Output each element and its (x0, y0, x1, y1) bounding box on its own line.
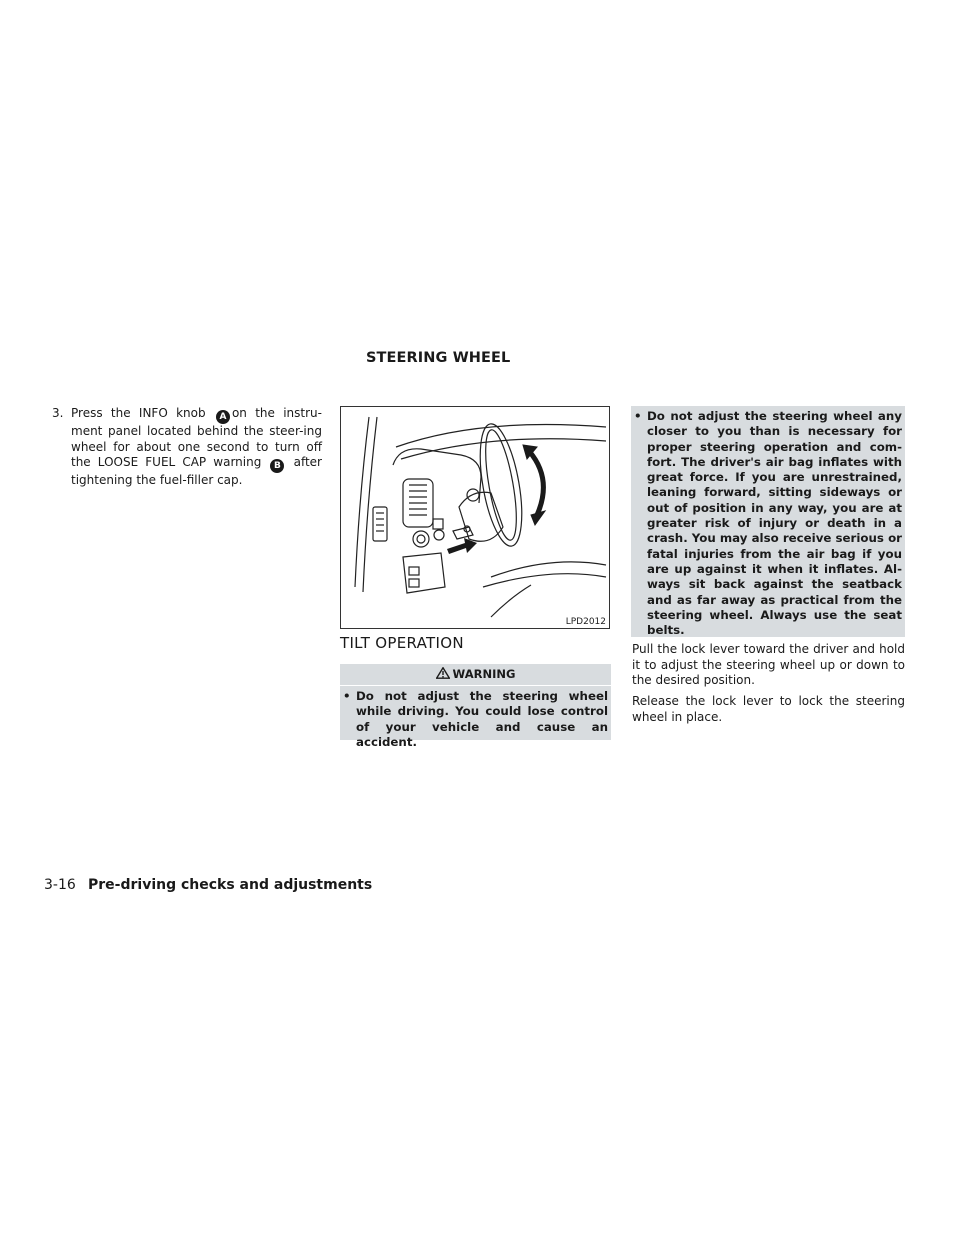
step-3 (52, 406, 322, 489)
warning-box-1 (340, 686, 611, 749)
warning-bullet-2-text: Do not adjust the steering wheel any closer to you than is necessary for proper steering operation and com-fort. The driver's air bag inflates with great force. If you are unrestrained, leaning forward, sitting sideways or out of position in any way, you are at greater risk of injury or death in a crash. You may also receive serious or fatal injuries from the air bag if you are up against it when it inflates. Al-ways sit back against the seatback and as far away as practical from the steering wheel. Always use the seat belts. (647, 409, 902, 638)
page-number: 3-16 (44, 877, 76, 893)
paragraph-2: Release the lock lever to lock the steering wheel in place. (632, 694, 905, 724)
warning-heading: WARNING (452, 667, 516, 681)
paragraph-1: Pull the lock lever toward the driver and hold it to adjust the steering wheel up or down to the desired position. (632, 642, 905, 688)
steering-wheel-drawing (341, 407, 611, 630)
step-text-2: on the instru-ment panel located behind the steer-ing wheel for about one second to turn off the LOOSE FUEL CAP warning (71, 406, 322, 470)
chapter-title: Pre-driving checks and adjustments (88, 877, 373, 893)
step-text-1: Press the INFO knob (71, 406, 206, 420)
warning-bullet-2: • Do not adjust the steering wheel any closer to you than is necessary for proper steering operation and com-fort. The driver's air bag inflates with great force. If you are unrestrained, leaning forward, sitting sideways or out of position in any way, you are at greater risk of injury or death in a crash. You may also receive serious or fatal injuries from the air bag if you are up against it when it inflates. Al-ways sit back against the seatback and as far away as practical from the steering wheel. Always use the seat belts. (634, 409, 902, 638)
steering-tilt-illustration (340, 406, 610, 629)
warning-triangle-icon (436, 667, 450, 679)
step-text-3: after tightening the fuel-filler cap. (71, 455, 322, 488)
warning-box-2 (631, 406, 905, 637)
section-title: STEERING WHEEL (366, 350, 511, 366)
subsection-title: TILT OPERATION (340, 634, 464, 652)
marker-a-icon: A (216, 410, 230, 424)
warning-bullet-1: • Do not adjust the steering wheel while driving. You could lose control of your vehicle and cause an accident. (343, 689, 608, 749)
warning-bullet-1-text: Do not adjust the steering wheel while driving. You could lose control of your vehicle and cause an accident. (356, 689, 608, 749)
marker-b-icon: B (270, 459, 284, 473)
figure-code: LPD2012 (565, 617, 606, 627)
step-number: 3. (52, 406, 64, 420)
warning-header (340, 664, 611, 685)
